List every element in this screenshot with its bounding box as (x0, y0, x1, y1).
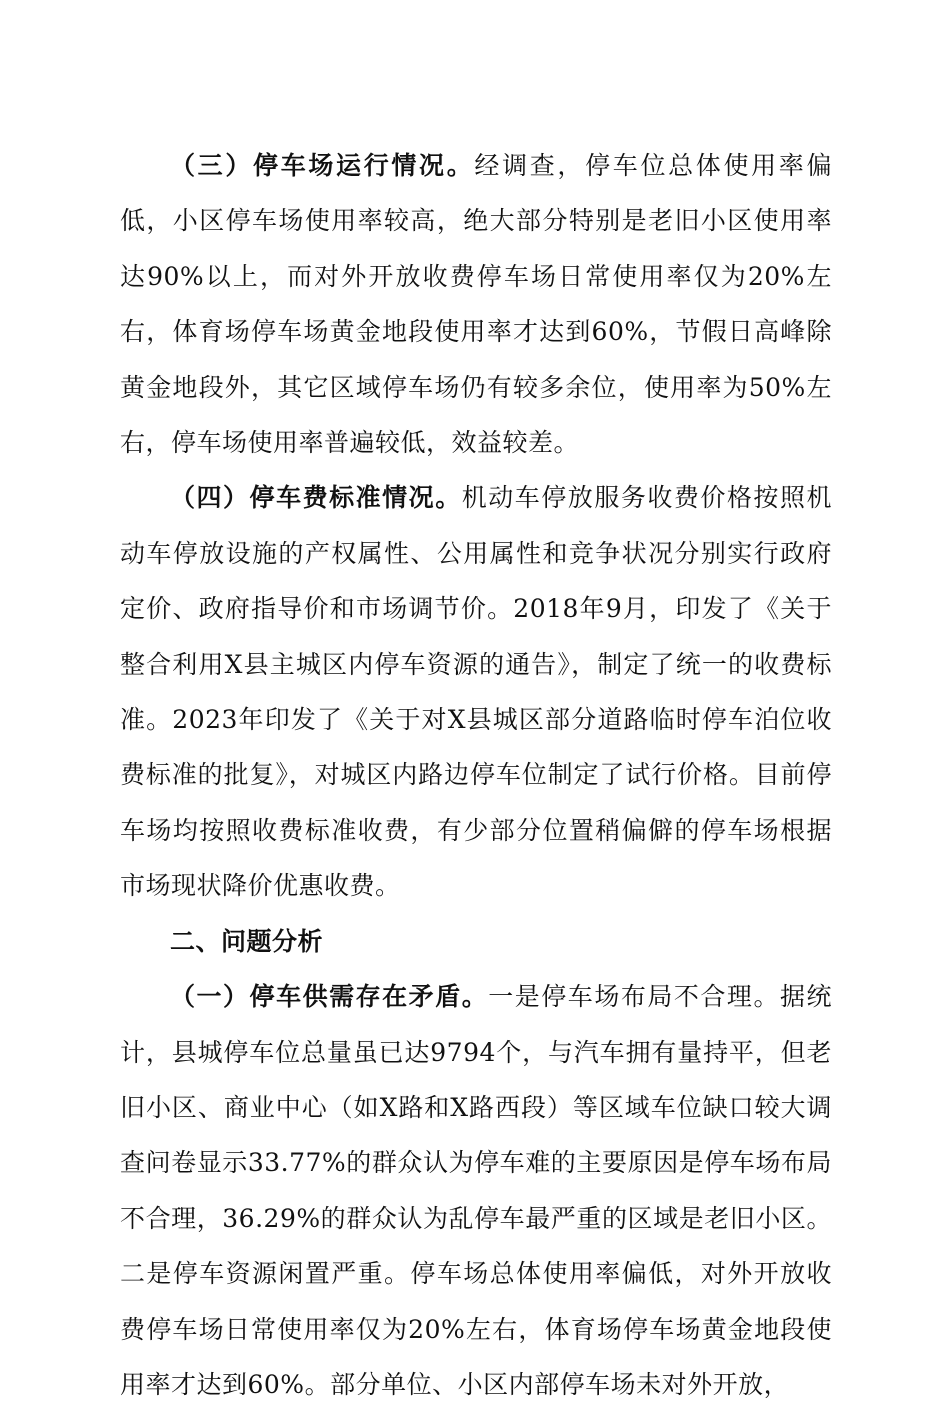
section-heading-problem-analysis: 二、问题分析 (170, 926, 324, 956)
paragraph-text-parking-operation: 经调查，停车位总体使用率偏低，小区停车场使用率较高，绝大部分特别是老旧小区使用率达90%以上，而对外开放收费停车场日常使用率仅为20%左右，体育场停车场黄金地段使用率才达到60%，节假日高峰除黄金地段外，其它区域停车场仍有较多余位，使用率为50%左右，停车场使用率普遍较低，效益较差。 (120, 151, 832, 458)
document-body (120, 138, 832, 1412)
paragraph-text-parking-fee: 机动车停放服务收费价格按照机动车停放设施的产权属性、公用属性和竞争状况分别实行政府定价、政府指导价和市场调节价。2018年9月，印发了《关于整合利用X县主城区内停车资源的通告》，制定了统一的收费标准。2023年印发了《关于对X县城区部分道路临时停车泊位收费标准的批复》，对城区内路边停车位制定了试行价格。目前停车场均按照收费标准收费，有少部分位置稍偏僻的停车场根据市场现状降价优惠收费。 (120, 483, 832, 901)
paragraph-lead-parking-fee: （四）停车费标准情况。 (170, 483, 462, 513)
paragraph-text-supply-demand: 一是停车场布局不合理。据统计，县城停车位总量虽已达9794个，与汽车拥有量持平，但老旧小区、商业中心（如X路和X路西段）等区域车位缺口较大调查问卷显示33.77%的群众认为停车难的主要原因是停车场布局不合理，36.29%的群众认为乱停车最严重的区域是老旧小区。二是停车资源闲置严重。停车场总体使用率偏低，对外开放收费停车场日常使用率仅为20%左右，体育场停车场黄金地段使用率才达到60%。部分单位、小区内部停车场未对外开放， (120, 982, 832, 1399)
paragraph-supply-demand (120, 969, 832, 1412)
paragraph-parking-fee (120, 470, 832, 913)
paragraph-parking-operation (120, 138, 832, 470)
paragraph-lead-supply-demand: （一）停车供需存在矛盾。 (170, 982, 489, 1012)
paragraph-lead-parking-operation: （三）停车场运行情况。 (170, 151, 475, 180)
